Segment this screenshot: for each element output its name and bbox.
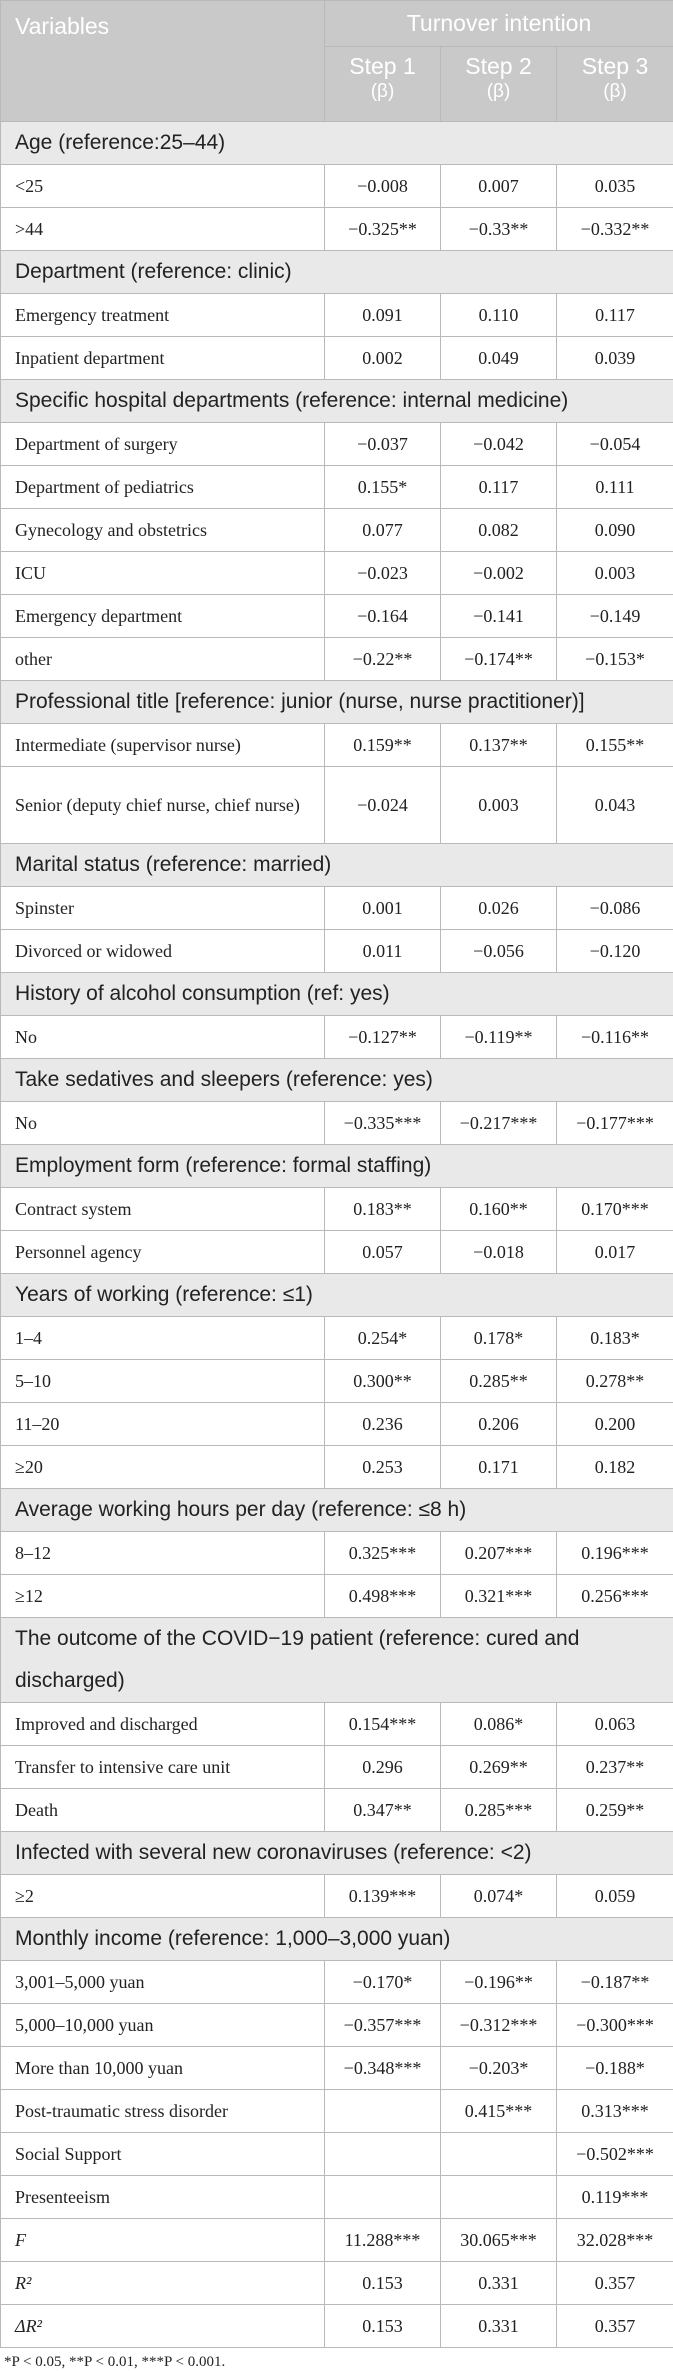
- step-3-value: 0.119***: [557, 2176, 673, 2219]
- step-1-value: −0.008: [325, 165, 441, 208]
- row-label: >44: [1, 208, 325, 251]
- table-row: [1, 2305, 673, 2348]
- step-3-value: 0.063: [557, 1703, 673, 1746]
- step-1-value: [325, 2176, 441, 2219]
- step-1-value: 0.154***: [325, 1703, 441, 1746]
- step-2-value: 0.178*: [441, 1317, 557, 1360]
- step-1-value: 0.091: [325, 294, 441, 337]
- step-1-value: [325, 2133, 441, 2176]
- table-row: [1, 1403, 673, 1446]
- section-title: The outcome of the COVID−19 patient (reference: cured and discharged): [1, 1618, 673, 1703]
- row-label: Personnel agency: [1, 1231, 325, 1274]
- step-3-value: 0.313***: [557, 2090, 673, 2133]
- table-row: [1, 2262, 673, 2305]
- section-title: Age (reference:25–44): [1, 122, 673, 165]
- row-label: No: [1, 1102, 325, 1145]
- section-title: Department (reference: clinic): [1, 251, 673, 294]
- row-label: ICU: [1, 552, 325, 595]
- step-3-value: −0.177***: [557, 1102, 673, 1145]
- step-3-value: −0.153*: [557, 638, 673, 681]
- section-header-row: [1, 1918, 673, 1961]
- section-header-row: [1, 380, 673, 423]
- step-2-value: 0.026: [441, 887, 557, 930]
- step-2-value: 0.007: [441, 165, 557, 208]
- step-3-value: −0.502***: [557, 2133, 673, 2176]
- step-3-value: −0.120: [557, 930, 673, 973]
- row-label: Transfer to intensive care unit: [1, 1746, 325, 1789]
- row-label: ≥12: [1, 1575, 325, 1618]
- table-row: [1, 1746, 673, 1789]
- step-2-value: 0.285***: [441, 1789, 557, 1832]
- row-label: 3,001–5,000 yuan: [1, 1961, 325, 2004]
- step-2-value: 0.415***: [441, 2090, 557, 2133]
- step-3-value: 0.003: [557, 552, 673, 595]
- section-title: Monthly income (reference: 1,000–3,000 yuan): [1, 1918, 673, 1961]
- step-1-value: 11.288***: [325, 2219, 441, 2262]
- header-variables: Variables: [1, 1, 325, 122]
- step-3-value: 0.183*: [557, 1317, 673, 1360]
- row-label: 5–10: [1, 1360, 325, 1403]
- step-2-value: −0.196**: [441, 1961, 557, 2004]
- step-2-value: −0.312***: [441, 2004, 557, 2047]
- step-3-value: 0.039: [557, 337, 673, 380]
- step-3-value: 0.059: [557, 1875, 673, 1918]
- step-label: Step 1: [325, 53, 440, 79]
- step-1-value: 0.139***: [325, 1875, 441, 1918]
- step-1-value: 0.300**: [325, 1360, 441, 1403]
- row-label: More than 10,000 yuan: [1, 2047, 325, 2090]
- step-3-value: 0.182: [557, 1446, 673, 1489]
- row-label: 1–4: [1, 1317, 325, 1360]
- table-row: [1, 466, 673, 509]
- step-2-value: 0.160**: [441, 1188, 557, 1231]
- table-row: [1, 930, 673, 973]
- step-1-value: −0.170*: [325, 1961, 441, 2004]
- step-1-value: −0.024: [325, 767, 441, 844]
- step-2-value: −0.217***: [441, 1102, 557, 1145]
- section-header-row: [1, 1059, 673, 1102]
- step-2-value: −0.203*: [441, 2047, 557, 2090]
- step-2-value: −0.174**: [441, 638, 557, 681]
- step-2-value: [441, 2133, 557, 2176]
- step-2-value: 30.065***: [441, 2219, 557, 2262]
- table-row: [1, 1532, 673, 1575]
- step-1-value: 0.153: [325, 2305, 441, 2348]
- step-1-value: −0.335***: [325, 1102, 441, 1145]
- row-label: ≥2: [1, 1875, 325, 1918]
- step-3-value: 0.017: [557, 1231, 673, 1274]
- beta-label: (β): [557, 79, 673, 105]
- step-3-value: 0.117: [557, 294, 673, 337]
- header-step-3: [557, 47, 673, 122]
- row-label: R²: [1, 2262, 325, 2305]
- row-label: F: [1, 2219, 325, 2262]
- table-row: [1, 2004, 673, 2047]
- step-2-value: 0.086*: [441, 1703, 557, 1746]
- table-row: [1, 1317, 673, 1360]
- row-label: No: [1, 1016, 325, 1059]
- table-row: [1, 887, 673, 930]
- section-header-row: [1, 1274, 673, 1317]
- row-label: Emergency treatment: [1, 294, 325, 337]
- step-3-value: −0.332**: [557, 208, 673, 251]
- section-title: Take sedatives and sleepers (reference: yes): [1, 1059, 673, 1102]
- row-label: Death: [1, 1789, 325, 1832]
- table-row: [1, 1360, 673, 1403]
- step-2-value: 0.331: [441, 2305, 557, 2348]
- step-1-value: 0.155*: [325, 466, 441, 509]
- table-row: [1, 1231, 673, 1274]
- step-2-value: 0.331: [441, 2262, 557, 2305]
- table-row: [1, 2090, 673, 2133]
- row-label: Improved and discharged: [1, 1703, 325, 1746]
- step-3-value: 0.357: [557, 2305, 673, 2348]
- table-row: [1, 638, 673, 681]
- step-3-value: −0.187**: [557, 1961, 673, 2004]
- section-header-row: [1, 1145, 673, 1188]
- table-row: [1, 1875, 673, 1918]
- step-2-value: −0.141: [441, 595, 557, 638]
- step-3-value: 0.111: [557, 466, 673, 509]
- step-1-value: −0.357***: [325, 2004, 441, 2047]
- section-title: Average working hours per day (reference: ≤8 h): [1, 1489, 673, 1532]
- step-1-value: 0.057: [325, 1231, 441, 1274]
- table-row: [1, 423, 673, 466]
- header-step-1: [325, 47, 441, 122]
- table-row: [1, 1789, 673, 1832]
- section-title: Marital status (reference: married): [1, 844, 673, 887]
- row-label: Emergency department: [1, 595, 325, 638]
- row-label: 8–12: [1, 1532, 325, 1575]
- step-3-value: 0.237**: [557, 1746, 673, 1789]
- beta-label: (β): [325, 79, 440, 105]
- step-3-value: 0.155**: [557, 724, 673, 767]
- step-2-value: 0.171: [441, 1446, 557, 1489]
- step-1-value: 0.347**: [325, 1789, 441, 1832]
- table-row: [1, 2047, 673, 2090]
- table-row: [1, 1703, 673, 1746]
- table-row: [1, 1575, 673, 1618]
- step-1-value: −0.164: [325, 595, 441, 638]
- section-title: Specific hospital departments (reference: internal medicine): [1, 380, 673, 423]
- step-1-value: −0.037: [325, 423, 441, 466]
- step-3-value: −0.116**: [557, 1016, 673, 1059]
- step-2-value: 0.207***: [441, 1532, 557, 1575]
- step-2-value: −0.018: [441, 1231, 557, 1274]
- step-3-value: −0.086: [557, 887, 673, 930]
- beta-label: (β): [441, 79, 556, 105]
- section-header-row: [1, 1489, 673, 1532]
- footnote: *P < 0.05, **P < 0.01, ***P < 0.001.: [0, 2348, 673, 2371]
- step-2-value: 0.074*: [441, 1875, 557, 1918]
- step-2-value: 0.321***: [441, 1575, 557, 1618]
- step-1-value: −0.325**: [325, 208, 441, 251]
- header-step-2: [441, 47, 557, 122]
- step-1-value: −0.348***: [325, 2047, 441, 2090]
- table-row: [1, 509, 673, 552]
- table-row: [1, 2133, 673, 2176]
- step-3-value: 0.256***: [557, 1575, 673, 1618]
- step-1-value: 0.001: [325, 887, 441, 930]
- step-2-value: [441, 2176, 557, 2219]
- table-row: [1, 337, 673, 380]
- step-1-value: 0.236: [325, 1403, 441, 1446]
- row-label: ≥20: [1, 1446, 325, 1489]
- step-1-value: 0.254*: [325, 1317, 441, 1360]
- step-2-value: 0.003: [441, 767, 557, 844]
- section-header-row: [1, 122, 673, 165]
- row-label: Inpatient department: [1, 337, 325, 380]
- step-3-value: 0.259**: [557, 1789, 673, 1832]
- step-2-value: −0.002: [441, 552, 557, 595]
- row-label: Department of surgery: [1, 423, 325, 466]
- step-1-value: 0.325***: [325, 1532, 441, 1575]
- step-2-value: 0.137**: [441, 724, 557, 767]
- header-turnover-intention: Turnover intention: [325, 1, 673, 47]
- table-row: [1, 724, 673, 767]
- step-3-value: 0.196***: [557, 1532, 673, 1575]
- step-1-value: −0.023: [325, 552, 441, 595]
- section-header-row: [1, 681, 673, 724]
- row-label: ΔR²: [1, 2305, 325, 2348]
- row-label: 11–20: [1, 1403, 325, 1446]
- step-1-value: 0.498***: [325, 1575, 441, 1618]
- row-label: Contract system: [1, 1188, 325, 1231]
- step-1-value: 0.153: [325, 2262, 441, 2305]
- step-1-value: 0.296: [325, 1746, 441, 1789]
- step-1-value: 0.253: [325, 1446, 441, 1489]
- step-3-value: −0.300***: [557, 2004, 673, 2047]
- row-label: Post-traumatic stress disorder: [1, 2090, 325, 2133]
- table-row: [1, 165, 673, 208]
- step-1-value: 0.159**: [325, 724, 441, 767]
- step-1-value: −0.127**: [325, 1016, 441, 1059]
- step-3-value: 0.278**: [557, 1360, 673, 1403]
- section-title: Years of working (reference: ≤1): [1, 1274, 673, 1317]
- row-label: Presenteeism: [1, 2176, 325, 2219]
- table-row: [1, 1016, 673, 1059]
- row-label: Spinster: [1, 887, 325, 930]
- step-3-value: −0.149: [557, 595, 673, 638]
- step-1-value: 0.002: [325, 337, 441, 380]
- section-title: Employment form (reference: formal staffing): [1, 1145, 673, 1188]
- table-row: [1, 294, 673, 337]
- step-2-value: −0.119**: [441, 1016, 557, 1059]
- step-2-value: −0.056: [441, 930, 557, 973]
- table-row: [1, 552, 673, 595]
- step-3-value: 0.170***: [557, 1188, 673, 1231]
- row-label: Gynecology and obstetrics: [1, 509, 325, 552]
- table-row: [1, 1446, 673, 1489]
- table-row: [1, 1102, 673, 1145]
- table-body: [1, 122, 673, 2348]
- step-3-value: 0.200: [557, 1403, 673, 1446]
- row-label: Intermediate (supervisor nurse): [1, 724, 325, 767]
- step-3-value: 32.028***: [557, 2219, 673, 2262]
- step-3-value: 0.357: [557, 2262, 673, 2305]
- section-title: History of alcohol consumption (ref: yes): [1, 973, 673, 1016]
- step-1-value: 0.011: [325, 930, 441, 973]
- row-label: other: [1, 638, 325, 681]
- step-1-value: [325, 2090, 441, 2133]
- step-2-value: −0.33**: [441, 208, 557, 251]
- step-3-value: 0.043: [557, 767, 673, 844]
- section-header-row: [1, 1618, 673, 1703]
- table-row: [1, 2176, 673, 2219]
- step-2-value: 0.049: [441, 337, 557, 380]
- section-title: Professional title [reference: junior (nurse, nurse practitioner)]: [1, 681, 673, 724]
- step-2-value: 0.206: [441, 1403, 557, 1446]
- step-2-value: −0.042: [441, 423, 557, 466]
- step-2-value: 0.117: [441, 466, 557, 509]
- step-2-value: 0.110: [441, 294, 557, 337]
- step-1-value: 0.077: [325, 509, 441, 552]
- row-label: <25: [1, 165, 325, 208]
- step-2-value: 0.082: [441, 509, 557, 552]
- row-label: Senior (deputy chief nurse, chief nurse): [1, 767, 325, 844]
- section-header-row: [1, 251, 673, 294]
- step-2-value: 0.269**: [441, 1746, 557, 1789]
- section-title: Infected with several new coronaviruses (reference: <2): [1, 1832, 673, 1875]
- row-label: Social Support: [1, 2133, 325, 2176]
- row-label: Divorced or widowed: [1, 930, 325, 973]
- table-row: [1, 208, 673, 251]
- row-label: Department of pediatrics: [1, 466, 325, 509]
- table-row: [1, 2219, 673, 2262]
- table-row: [1, 1188, 673, 1231]
- table-row: [1, 595, 673, 638]
- row-label: 5,000–10,000 yuan: [1, 2004, 325, 2047]
- step-3-value: −0.188*: [557, 2047, 673, 2090]
- step-2-value: 0.285**: [441, 1360, 557, 1403]
- table-row: [1, 1961, 673, 2004]
- table-row: [1, 767, 673, 844]
- step-3-value: −0.054: [557, 423, 673, 466]
- step-1-value: 0.183**: [325, 1188, 441, 1231]
- section-header-row: [1, 844, 673, 887]
- step-label: Step 3: [557, 53, 673, 79]
- step-label: Step 2: [441, 53, 556, 79]
- step-1-value: −0.22**: [325, 638, 441, 681]
- section-header-row: [1, 973, 673, 1016]
- step-3-value: 0.090: [557, 509, 673, 552]
- section-header-row: [1, 1832, 673, 1875]
- step-3-value: 0.035: [557, 165, 673, 208]
